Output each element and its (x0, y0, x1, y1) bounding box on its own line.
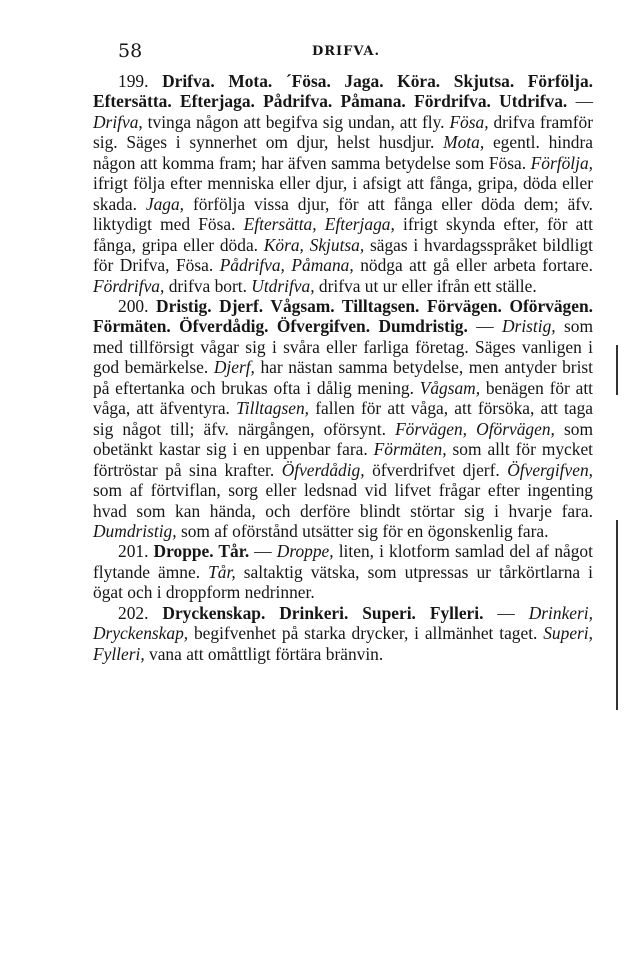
italic-term: Öfverdådig, (281, 459, 365, 480)
entry-text: liten, i klotform samlad del af något flytande ämne. (93, 541, 593, 582)
italic-term: Droppe, (276, 541, 334, 562)
entry-headwords: Dristig. Djerf. Vågsam. Tilltagsen. Förvägen. Oförvägen. Förmäten. Öfverdådig. Öfvergifven. Dumdristig. (93, 295, 593, 337)
italic-term: Mota, (443, 132, 485, 153)
entry-text: drifva ut ur eller ifrån ett ställe. (314, 275, 537, 296)
entry-text: nödga att gå eller arbeta fortare. (353, 255, 593, 276)
entry-body (93, 91, 593, 295)
entry-number: 202. (118, 602, 149, 623)
entry-200 (93, 296, 593, 541)
italic-term: Superi, Fylleri, (93, 623, 593, 664)
italic-term: Djerf, (213, 357, 255, 378)
entry-text: — (254, 541, 277, 562)
entry-text: — (497, 602, 529, 623)
italic-term: Drinkeri, Dryckenskap, (93, 602, 593, 644)
entry-text: ifrigt skynda efter, för att fånga, gripa eller döda. (93, 214, 593, 255)
entry-text: egentl. hindra någon att komma fram; har äfven samma betydelse som Fösa. (93, 132, 593, 173)
italic-term: Förmäten, (373, 439, 447, 460)
entry-text: sägas i hvardagsspråket bildligt för Drifva, Fösa. (93, 234, 593, 276)
entry-text: som af oförstånd utsätter sig för en ögonskenlig fara. (176, 520, 549, 541)
entry-199 (93, 71, 593, 296)
entry-text: begifvenhet på starka drycker, i allmänhet taget. (188, 623, 544, 644)
italic-term: Köra, Skjutsa, (263, 234, 365, 255)
entry-text: som allt för mycket förtröstar på sina krafter. (93, 439, 594, 480)
italic-term: Tilltagsen, (236, 398, 310, 419)
entry-headwords: Drifva. Mota. ´Fösa. Jaga. Köra. Skjutsa. Förfölja. Eftersätta. Efterjaga. Pådrifva. Påmana. Fördrifva. Utdrifva. (93, 71, 593, 112)
entry-202 (93, 603, 593, 664)
entry-text: — (575, 91, 593, 112)
italic-term: Eftersätta, Efterjaga, (243, 214, 395, 235)
page-number: 58 (118, 40, 143, 62)
page-edge-mark (616, 520, 618, 710)
entry-text: som obetänkt kastar sig i en uppenbar fara. (93, 418, 593, 460)
page-edge-mark (616, 345, 618, 395)
entry-text: drifva framför sig. Säges i synnerhet om djur, helst husdjur. (93, 111, 594, 153)
italic-term: Dumdristig, (93, 520, 177, 541)
italic-term: Fösa, (449, 111, 489, 132)
entry-number: 199. (118, 71, 149, 91)
entry-text: som med tillförsigt vågar sig i svåra eller farliga företag. Säges vanligen i god bemärkelse. (93, 316, 594, 378)
entry-text: vana att omåttligt förtära bränvin. (144, 643, 384, 664)
entry-text: saltaktig vätska, som utpressas ur tårkörtlarna i ögat och i droppform nedrinner. (93, 561, 593, 603)
running-head: DRIFVA. (311, 44, 381, 59)
entry-text: förfölja vissa djur, för att fånga eller döda dem; äfv. liktydigt med Fösa. (93, 193, 593, 235)
entry-text: öfverdrifvet djerf. (364, 459, 508, 480)
italic-term: Dristig, (502, 316, 556, 337)
entry-text: — (476, 316, 502, 337)
italic-term: Förvägen, Oförvägen, (395, 418, 555, 439)
entry-201 (93, 541, 593, 602)
italic-term: Tår, (208, 561, 236, 582)
page-header (86, 40, 606, 66)
italic-term: Fördrifva, (93, 275, 165, 296)
entry-number: 201. (118, 541, 149, 562)
entry-number: 200. (118, 295, 149, 316)
italic-term: Utdrifva, (251, 275, 315, 296)
italic-term: Pådrifva, Påmana, (219, 255, 354, 276)
entry-text: som af förtviflan, sorg eller ledsnad vid lifvet frågar efter ingenting hvad som kan hända, och derföre blindt störtar sig i hvarje fara. (93, 480, 593, 521)
page-text (93, 71, 593, 664)
italic-term: Öfvergifven, (507, 459, 593, 480)
entry-headwords: Dryckenskap. Drinkeri. Superi. Fylleri. (162, 602, 484, 623)
entry-text: tvinga någon att begifva sig undan, att fly. (142, 111, 450, 132)
entry-text: benägen för att våga, att äfventyra. (93, 377, 593, 419)
entry-text: ifrigt följa efter menniska eller djur, i afsigt att fånga, gripa, döda eller skada. (93, 173, 593, 214)
italic-term: Vågsam, (419, 377, 481, 398)
entry-text: drifva bort. (164, 275, 252, 296)
entry-text: fallen för att våga, att försöka, att taga sig något till; äfv. närgången, oförsynt. (93, 398, 594, 439)
italic-term: Drifva, (93, 111, 143, 132)
entry-body (93, 316, 593, 541)
entry-headwords: Droppe. Tår. (153, 541, 250, 562)
entry-text: har nästan samma betydelse, men antyder brist på eftertanka och brukas ofta i dålig mening. (93, 357, 594, 398)
italic-term: Jaga, (145, 193, 185, 214)
italic-term: Förfölja, (530, 152, 593, 173)
